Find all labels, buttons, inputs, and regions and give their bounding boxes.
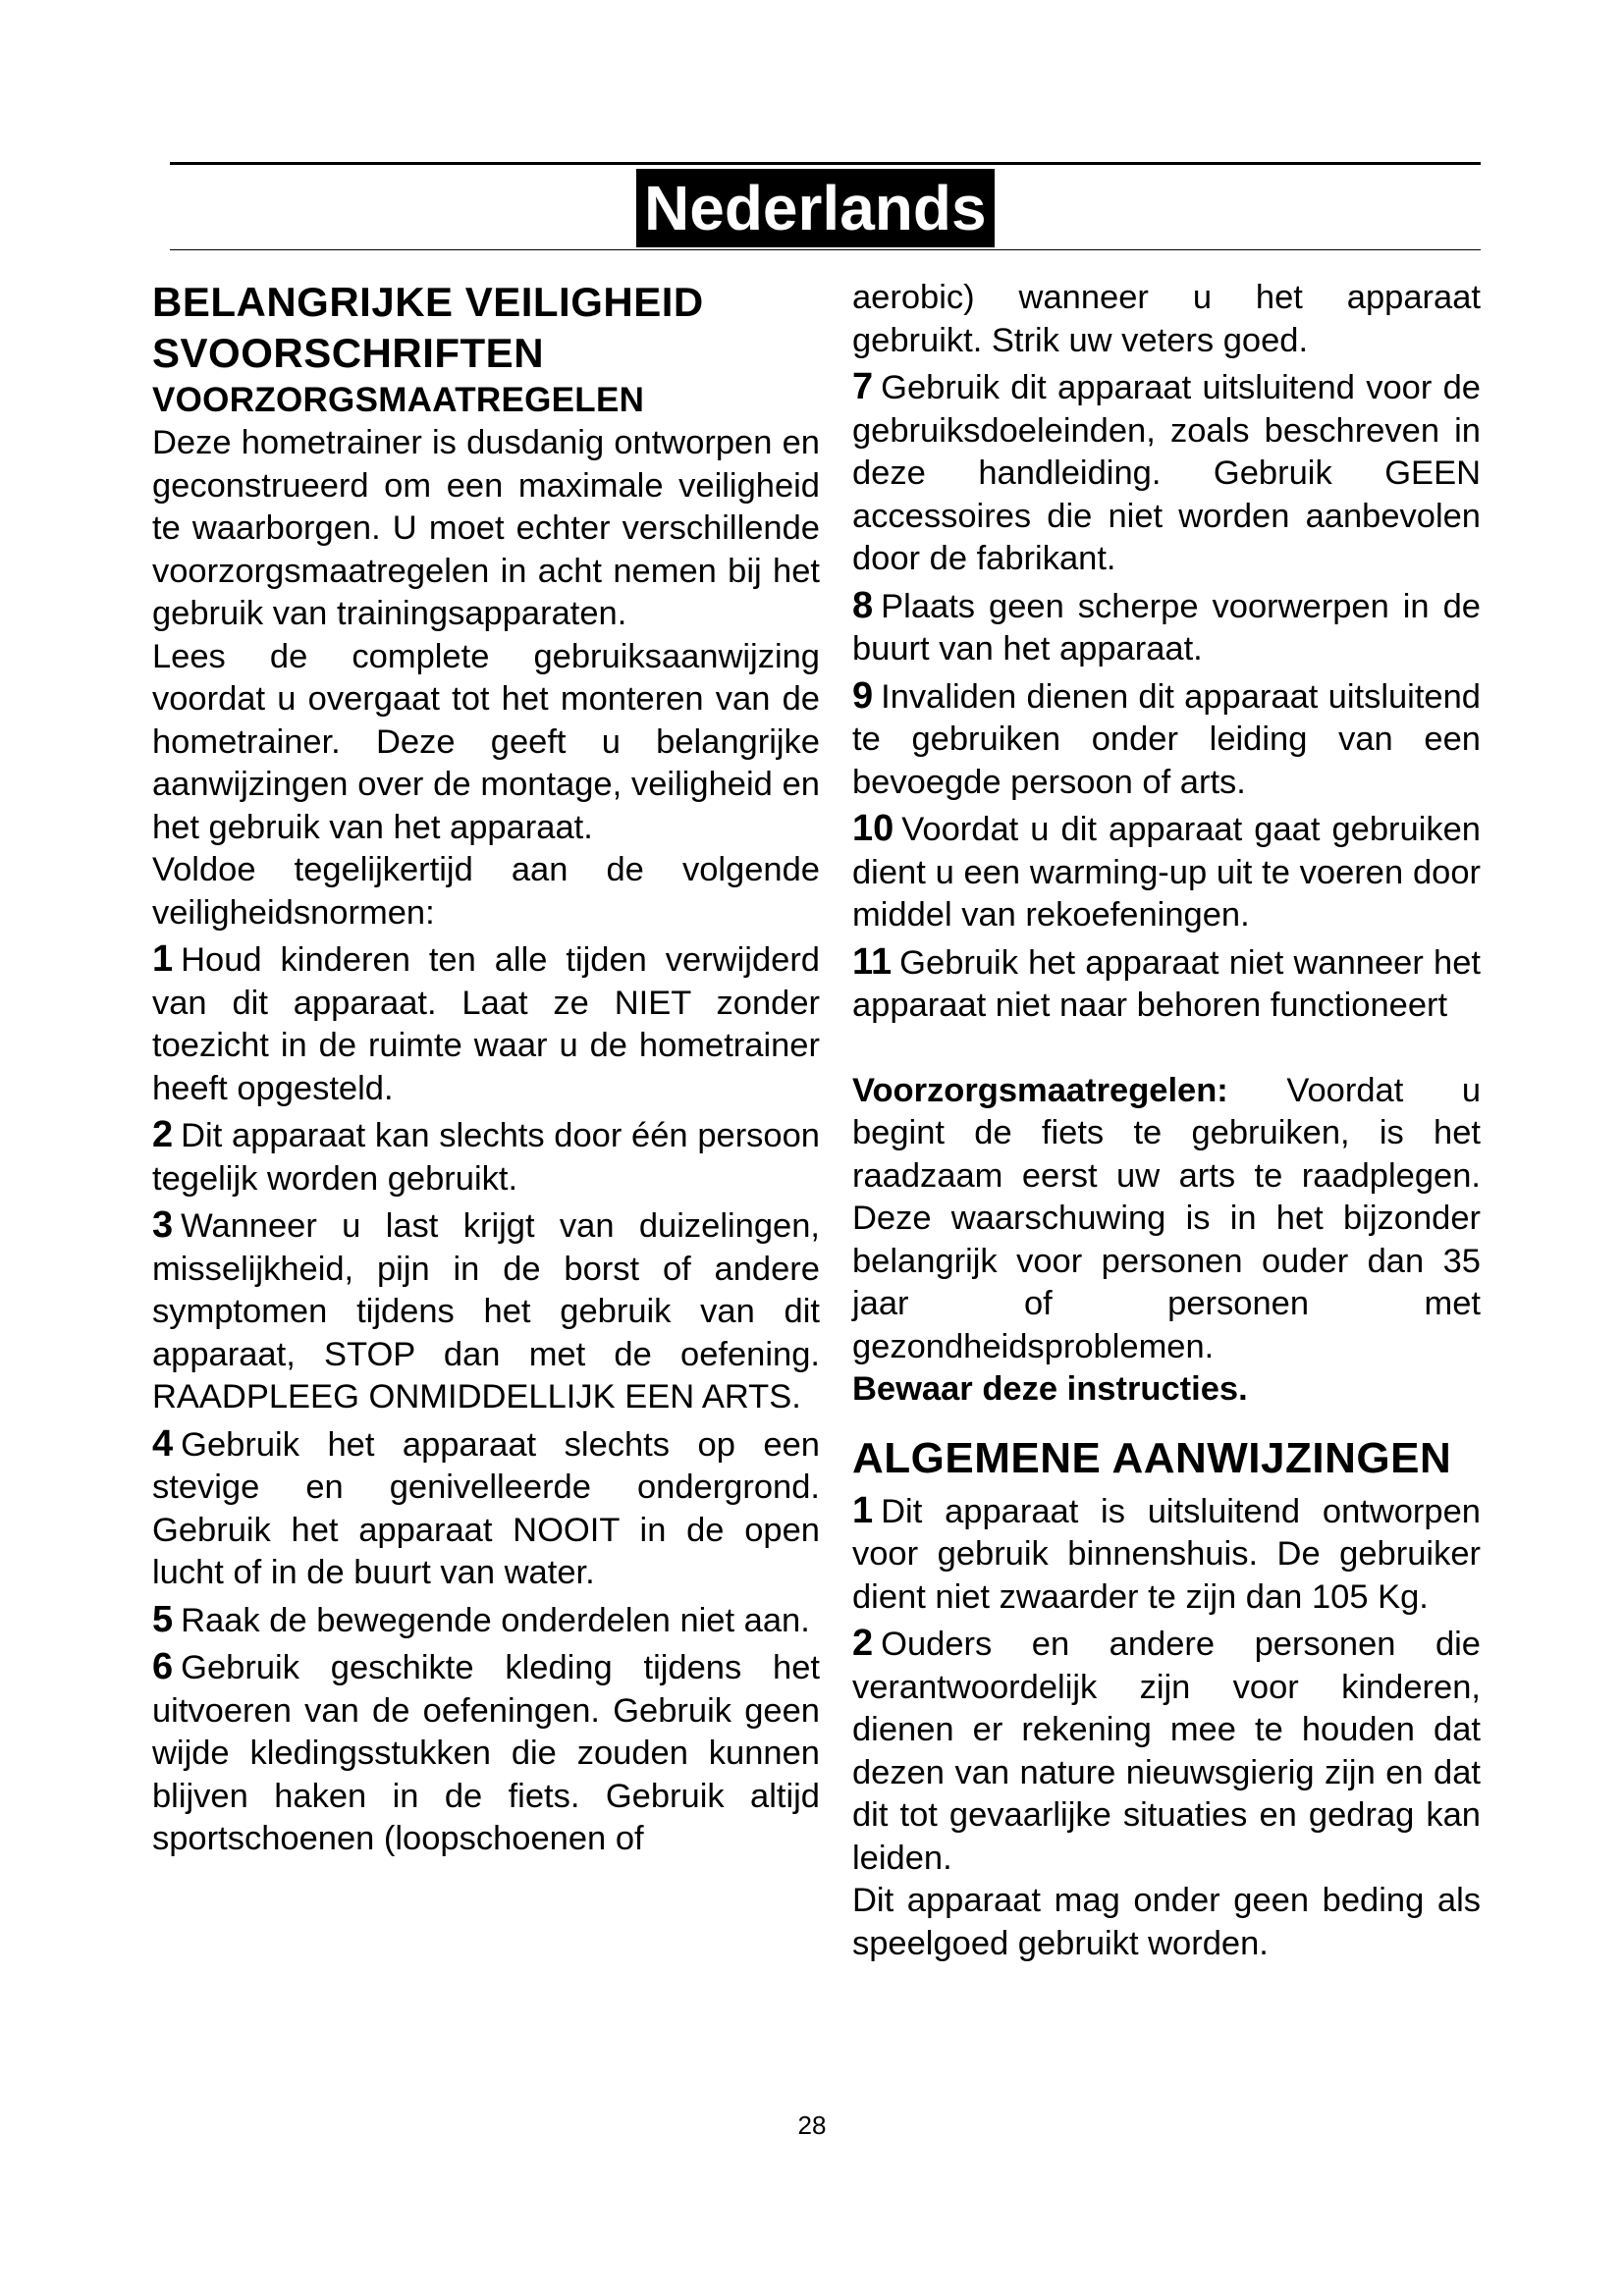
- safety-item: [852, 675, 1481, 805]
- general-item: [852, 1490, 1481, 1620]
- general-item: [852, 1623, 1481, 1880]
- spacer: [852, 1028, 1481, 1070]
- safety-item-text: Gebruik het apparaat niet wanneer het apparaat niet naar behoren functioneert: [852, 943, 1481, 1024]
- safety-item-text: Wanneer u last krijgt van duizelingen, misselijkheid, pijn in de borst of andere symptomen tijdens het gebruik van dit apparaat, STOP dan met de oefening. RAADPLEEG ONMIDDELLIJK EEN ARTS.: [152, 1207, 820, 1415]
- item-6-continuation: aerobic) wanneer u het apparaat gebruikt. Strik uw veters goed.: [852, 279, 1481, 359]
- caution-paragraph: [852, 1070, 1481, 1369]
- safety-item-text: Gebruik geschikte kleding tijdens het uitvoeren van de oefeningen. Gebruik geen wijde kledingsstukken die zouden kunnen blijven haken in de fiets. Gebruik altijd sportschoenen (loopschoenen of: [152, 1649, 820, 1857]
- right-column: [852, 277, 1481, 1965]
- safety-item-number: 4: [152, 1422, 174, 1465]
- safety-item: [852, 366, 1481, 581]
- safety-item: [152, 1204, 820, 1419]
- safety-item-text: Gebruik het apparaat slechts op een stevige en genivelleerde ondergrond. Gebruik het apparaat NOOIT in de open lucht of in de buurt van water.: [152, 1425, 820, 1591]
- caution-text: Voordat u begint de fiets te gebruiken, is het raadzaam eerst uw arts te raadplegen. Deze waarschuwing is in het bijzonder belangrijk voor personen ouder dan 35 jaar of personen met gezondheidsproblemen.: [852, 1071, 1481, 1365]
- safety-item: [152, 1423, 820, 1595]
- safety-item: [152, 1599, 820, 1643]
- safety-item-number: 5: [152, 1598, 174, 1640]
- safety-item: [152, 938, 820, 1110]
- precautions-subtitle: VOORZORGSMAATREGELEN: [152, 381, 645, 419]
- safety-item-number: 9: [852, 674, 874, 717]
- safety-item-text: Plaats geen scherpe voorwerpen in de buurt van het apparaat.: [852, 587, 1481, 667]
- safety-item-number: 8: [852, 584, 874, 626]
- safety-title-line1: BELANGRIJKE VEILIGHEID: [152, 279, 704, 325]
- safety-item-text: Houd kinderen ten alle tijden verwijderd van dit apparaat. Laat ze NIET zonder toezicht in de ruimte waar u de hometrainer heeft opgesteld.: [152, 941, 820, 1107]
- safety-item: [152, 1646, 820, 1861]
- safety-item-number: 3: [152, 1204, 174, 1246]
- intro-paragraph-3: Voldoe tegelijkertijd aan de volgende veiligheidsnormen:: [152, 851, 820, 932]
- safety-item: [852, 941, 1481, 1028]
- safety-title-line2: SVOORSCHRIFTEN: [152, 330, 545, 376]
- safety-item-text: Gebruik dit apparaat uitsluitend voor de gebruiksdoeleinden, zoals beschreven in deze handleiding. Gebruik GEEN accessoires die niet worden aanbevolen door de fabrikant.: [852, 369, 1481, 577]
- page-number: 28: [797, 2110, 827, 2140]
- general-item-text: Dit apparaat is uitsluitend ontworpen voor gebruik binnenshuis. De gebruiker dient niet zwaarder te zijn dan 105 Kg.: [852, 1492, 1481, 1616]
- general-item-number: 1: [852, 1489, 874, 1531]
- safety-item-text: Raak de bewegende onderdelen niet aan.: [181, 1601, 810, 1639]
- general-item-text: Ouders en andere personen die verantwoordelijk zijn voor kinderen, dienen er rekening mee te houden dat dezen van nature nieuwsgierig zijn en dat dit tot gevaarlijke situaties en gedrag kan leiden.: [852, 1626, 1481, 1877]
- left-column: [152, 277, 820, 1861]
- safety-item-text: Invaliden dienen dit apparaat uitsluitend te gebruiken onder leiding van een bevoegde persoon of arts.: [852, 677, 1481, 801]
- safety-item-number: 10: [852, 808, 894, 849]
- header-underline: [170, 249, 1481, 250]
- safety-item-number: 7: [852, 366, 874, 407]
- intro-paragraph-2: Lees de complete gebruiksaanwijzing voordat u overgaat tot het monteren van de hometrainer. Deze geeft u belangrijke aanwijzingen over de montage, veiligheid en het gebruik van het apparaat.: [152, 637, 820, 846]
- safety-item-number: 6: [152, 1646, 174, 1687]
- caution-label: Voorzorgsmaatregelen:: [852, 1071, 1228, 1109]
- keep-instructions: Bewaar deze instructies.: [852, 1370, 1248, 1408]
- general-extra: Dit apparaat mag onder geen beding als speelgoed gebruikt worden.: [852, 1882, 1481, 1962]
- safety-item: [852, 808, 1481, 937]
- safety-item-number: 11: [852, 940, 893, 983]
- safety-item: [852, 585, 1481, 671]
- safety-item-text: Voordat u dit apparaat gaat gebruiken dient u een warming-up uit te voeren door middel van rekoefeningen.: [852, 811, 1481, 934]
- safety-item-text: Dit apparaat kan slechts door één persoon tegelijk worden gebruikt.: [152, 1117, 820, 1198]
- intro-paragraph-1: Deze hometrainer is dusdanig ontworpen en geconstrueerd om een maximale veiligheid te waarborgen. U moet echter verschillende voorzorgsmaatregelen in acht nemen bij het gebruik van trainingsapparaten.: [152, 424, 820, 632]
- safety-item: [152, 1114, 820, 1201]
- general-instructions-title: ALGEMENE AANWIJZINGEN: [852, 1433, 1452, 1482]
- language-header: Nederlands: [636, 169, 995, 247]
- top-rule: [170, 162, 1481, 165]
- safety-item-number: 1: [152, 938, 174, 980]
- safety-item-number: 2: [152, 1114, 174, 1155]
- general-item-number: 2: [852, 1623, 874, 1664]
